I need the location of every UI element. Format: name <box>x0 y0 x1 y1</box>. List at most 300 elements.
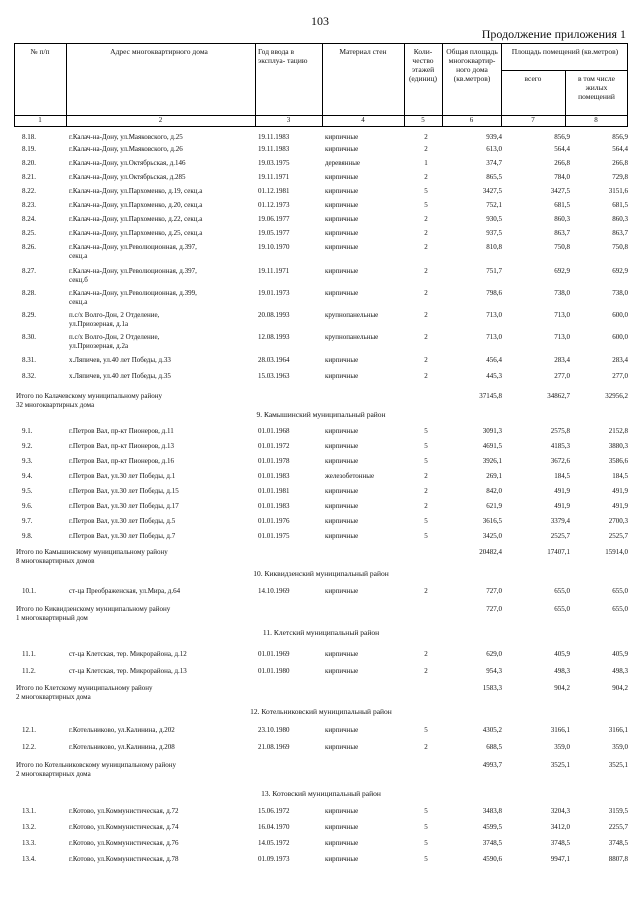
cell-year: 01.01.1976 <box>258 517 290 525</box>
cell-floors: 5 <box>424 807 428 815</box>
cell-wall-material: кирпичные <box>325 267 359 275</box>
cell-year: 01.12.1981 <box>258 187 290 195</box>
cell-row-number: 8.21. <box>22 173 36 181</box>
cell-area-all: 3204,3 <box>550 807 570 815</box>
cell-address: г.Котельниково, ул.Калинина, д.202 <box>69 726 175 734</box>
cell-area-living: 491,9 <box>612 502 628 510</box>
cell-area-living: 8807,8 <box>608 855 628 863</box>
cell-area-all: 277,0 <box>554 372 570 380</box>
cell-address: г.Калач-на-Дону, ул.Революционная, д.397, <box>69 243 197 251</box>
col-number: 7 <box>531 116 535 124</box>
cell-area-all: 692,9 <box>554 267 570 275</box>
cell-year: 01.12.1973 <box>258 201 290 209</box>
cell-row-number: 9.2. <box>22 442 33 450</box>
cell-area-living: 3586,6 <box>608 457 628 465</box>
cell-area-living: 283,4 <box>612 356 628 364</box>
cell-address: х.Ляпичев, ул.40 лет Победы, д.35 <box>69 372 171 380</box>
cell-address: ст-ца Преображенская, ул.Мира, д.64 <box>69 587 181 595</box>
cell-year: 01.01.1975 <box>258 532 290 540</box>
cell-wall-material: кирпичные <box>325 145 359 153</box>
cell-area-living: 655,0 <box>612 587 628 595</box>
cell-year: 14.10.1969 <box>258 587 290 595</box>
cell-total-area: 3483,8 <box>482 807 502 815</box>
cell-area-living: 277,0 <box>612 372 628 380</box>
cell-row-number: 8.25. <box>22 229 36 237</box>
cell-address: секц.б <box>69 276 88 284</box>
cell-area-all: 655,0 <box>554 605 570 613</box>
cell-year: 19.11.1983 <box>258 145 290 153</box>
cell-row-number: 9.6. <box>22 502 33 510</box>
cell-floors: 2 <box>424 229 428 237</box>
cell-area-all: 713,0 <box>554 333 570 341</box>
cell-area-living: 738,0 <box>612 289 628 297</box>
cell-area-living: 750,8 <box>612 243 628 251</box>
cell-area-living: 681,5 <box>612 201 628 209</box>
cell-area-living: 856,9 <box>612 133 628 141</box>
cell-floors: 1 <box>424 159 428 167</box>
cell-address: 8 многоквартирных домов <box>16 557 95 565</box>
cell-total-area: 713,0 <box>486 333 502 341</box>
cell-floors: 2 <box>424 743 428 751</box>
cell-wall-material: кирпичные <box>325 457 359 465</box>
cell-total-area: 842,0 <box>486 487 502 495</box>
section-heading: 9. Камышинский муниципальный район <box>256 410 386 419</box>
cell-year: 01.01.1981 <box>258 487 290 495</box>
cell-year: 14.05.1972 <box>258 839 290 847</box>
cell-floors: 2 <box>424 372 428 380</box>
cell-area-living: 692,9 <box>612 267 628 275</box>
cell-wall-material: кирпичные <box>325 487 359 495</box>
cell-area-all: 34862,7 <box>547 392 570 400</box>
cell-area-living: 15914,0 <box>605 548 628 556</box>
cell-row-number: 8.27. <box>22 267 36 275</box>
cell-year: 19.05.1977 <box>258 229 290 237</box>
cell-floors: 2 <box>424 215 428 223</box>
cell-total-area: 3091,3 <box>482 427 502 435</box>
cell-row-number: 9.7. <box>22 517 33 525</box>
cell-address: г.Петров Вал, ул.30 лет Победы, д.5 <box>69 517 176 525</box>
cell-year: 01.01.1983 <box>258 502 290 510</box>
cell-year: 19.06.1977 <box>258 215 290 223</box>
cell-wall-material: кирпичные <box>325 502 359 510</box>
cell-area-all: 498,3 <box>554 667 570 675</box>
cell-floors: 5 <box>424 442 428 450</box>
cell-total-area: 713,0 <box>486 311 502 319</box>
cell-address: Итого по Клетскому муниципальному району <box>16 684 153 692</box>
cell-area-all: 3748,5 <box>550 839 570 847</box>
cell-area-all: 904,2 <box>554 684 570 692</box>
cell-wall-material: кирпичные <box>325 133 359 141</box>
section-heading: 11. Клетский муниципальный район <box>262 628 380 637</box>
cell-area-living: 3748,5 <box>608 839 628 847</box>
section-heading: 10. Киквидзенский муниципальный район <box>253 569 389 578</box>
cell-area-all: 405,9 <box>554 650 570 658</box>
cell-area-living: 491,9 <box>612 487 628 495</box>
cell-address: г.Котово, ул.Коммунистическая, д.74 <box>69 823 179 831</box>
cell-year: 01.01.1980 <box>258 667 290 675</box>
cell-area-living: 860,3 <box>612 215 628 223</box>
cell-area-all: 3427,5 <box>550 187 570 195</box>
cell-floors: 5 <box>424 839 428 847</box>
cell-area-all: 856,9 <box>554 133 570 141</box>
cell-total-area: 445,3 <box>486 372 502 380</box>
cell-address: г.Калач-на-Дону, ул.Пархоменко, д.22, секц.а <box>69 215 203 223</box>
cell-area-all: 655,0 <box>554 587 570 595</box>
cell-area-all: 3525,1 <box>550 761 570 769</box>
section-heading: 12. Котельниковский муниципальный район <box>250 707 392 716</box>
cell-area-living: 32956,2 <box>605 392 628 400</box>
col-number: 4 <box>361 116 365 124</box>
cell-area-living: 184,5 <box>612 472 628 480</box>
cell-row-number: 8.18. <box>22 133 36 141</box>
cell-wall-material: кирпичные <box>325 587 359 595</box>
cell-address: Итого по Калачевскому муниципальному району <box>16 392 163 400</box>
cell-address: г.Калач-на-Дону, ул.Революционная, д.397, <box>69 267 197 275</box>
cell-year: 19.11.1971 <box>258 267 290 275</box>
cell-area-all: 4185,3 <box>550 442 570 450</box>
cell-area-living: 3166,1 <box>608 726 628 734</box>
cell-address: г.Петров Вал, ул.30 лет Победы, д.7 <box>69 532 176 540</box>
cell-address: г.Калач-на-Дону, ул.Маяковского, д.25 <box>69 133 183 141</box>
cell-address: 1 многоквартирный дом <box>16 614 88 622</box>
cell-address: секц.а <box>69 252 88 260</box>
header-material: Материал стен <box>339 47 387 56</box>
cell-year: 19.03.1975 <box>258 159 290 167</box>
col-number: 6 <box>469 116 474 124</box>
cell-address: г.Петров Вал, пр-кт Пионеров, д.11 <box>69 427 174 435</box>
cell-address: г.Котово, ул.Коммунистическая, д.76 <box>69 839 179 847</box>
cell-area-all: 3412,0 <box>550 823 570 831</box>
cell-row-number: 13.4. <box>22 855 36 863</box>
cell-address: 2 многоквартирных дома <box>16 770 91 778</box>
cell-total-area: 4305,2 <box>482 726 502 734</box>
cell-row-number: 8.23. <box>22 201 36 209</box>
cell-area-living: 2525,7 <box>608 532 628 540</box>
cell-wall-material: кирпичные <box>325 243 359 251</box>
header-year: Год ввода в эксплуа- тацию <box>258 47 308 65</box>
cell-total-area: 3748,5 <box>482 839 502 847</box>
cell-total-area: 727,0 <box>486 605 502 613</box>
cell-year: 15.03.1963 <box>258 372 290 380</box>
cell-year: 01.09.1973 <box>258 855 290 863</box>
cell-wall-material: кирпичные <box>325 839 359 847</box>
cell-floors: 5 <box>424 427 428 435</box>
cell-total-area: 20482,4 <box>479 548 502 556</box>
cell-year: 01.01.1968 <box>258 427 290 435</box>
cell-address: ст-ца Клетская, тер. Микрорайона, д.12 <box>69 650 187 658</box>
cell-row-number: 8.26. <box>22 243 36 251</box>
cell-year: 21.08.1969 <box>258 743 290 751</box>
cell-floors: 2 <box>424 650 428 658</box>
cell-total-area: 3926,1 <box>482 457 502 465</box>
cell-area-all: 3379,4 <box>550 517 570 525</box>
cell-total-area: 4599,5 <box>482 823 502 831</box>
cell-area-living: 863,7 <box>612 229 628 237</box>
cell-area-all: 564,4 <box>554 145 570 153</box>
cell-wall-material: железобетонные <box>325 472 375 480</box>
header-floors: Коли- чество этажей (единиц) <box>408 47 438 83</box>
cell-row-number: 11.2. <box>22 667 36 675</box>
cell-total-area: 798,6 <box>486 289 502 297</box>
cell-area-living: 3525,1 <box>608 761 628 769</box>
cell-year: 01.01.1972 <box>258 442 290 450</box>
cell-row-number: 11.1. <box>22 650 36 658</box>
cell-year: 01.01.1969 <box>258 650 290 658</box>
cell-floors: 2 <box>424 333 428 341</box>
cell-year: 28.03.1964 <box>258 356 290 364</box>
cell-total-area: 751,7 <box>486 267 502 275</box>
col-number: 8 <box>594 116 598 124</box>
cell-area-all: 9947,1 <box>550 855 570 863</box>
cell-wall-material: кирпичные <box>325 726 359 734</box>
cell-floors: 5 <box>424 201 428 209</box>
cell-wall-material: кирпичные <box>325 532 359 540</box>
cell-total-area: 727,0 <box>486 587 502 595</box>
continuation-label: Продолжение приложения 1 <box>481 27 626 41</box>
cell-wall-material: деревянные <box>325 159 361 167</box>
cell-total-area: 269,1 <box>486 472 502 480</box>
cell-area-living: 2700,3 <box>608 517 628 525</box>
cell-area-all: 738,0 <box>554 289 570 297</box>
cell-wall-material: кирпичные <box>325 201 359 209</box>
cell-address: 2 многоквартирных дома <box>16 693 91 701</box>
cell-total-area: 3616,5 <box>482 517 502 525</box>
cell-address: ул.Приозерная, д.1а <box>69 320 129 328</box>
cell-address: г.Калач-на-Дону, ул.Октябрьская, д.285 <box>69 173 186 181</box>
cell-year: 19.11.1983 <box>258 133 290 141</box>
cell-floors: 5 <box>424 187 428 195</box>
cell-row-number: 13.3. <box>22 839 36 847</box>
cell-year: 15.06.1972 <box>258 807 290 815</box>
cell-row-number: 13.2. <box>22 823 36 831</box>
cell-wall-material: кирпичные <box>325 667 359 675</box>
cell-address: г.Калач-на-Дону, ул.Революционная, д.399, <box>69 289 197 297</box>
cell-floors: 2 <box>424 267 428 275</box>
cell-row-number: 9.8. <box>22 532 33 540</box>
cell-address: Итого по Киквидзенскому муниципальному району <box>16 605 171 613</box>
cell-total-area: 810,8 <box>486 243 502 251</box>
cell-total-area: 374,7 <box>486 159 502 167</box>
cell-wall-material: кирпичные <box>325 650 359 658</box>
cell-address: Итого по Камышинскому муниципальному району <box>16 548 168 556</box>
cell-row-number: 8.24. <box>22 215 36 223</box>
cell-area-living: 655,0 <box>612 605 628 613</box>
cell-area-living: 266,8 <box>612 159 628 167</box>
cell-area-living: 600,0 <box>612 311 628 319</box>
cell-total-area: 4691,5 <box>482 442 502 450</box>
header-address: Адрес многоквартирного дома <box>110 47 208 56</box>
cell-total-area: 1583,3 <box>482 684 502 692</box>
cell-area-living: 564,4 <box>612 145 628 153</box>
cell-wall-material: кирпичные <box>325 855 359 863</box>
cell-floors: 2 <box>424 133 428 141</box>
cell-address: г.Калач-на-Дону, ул.Октябрьская, д.146 <box>69 159 186 167</box>
cell-row-number: 9.5. <box>22 487 33 495</box>
cell-area-all: 283,4 <box>554 356 570 364</box>
cell-row-number: 8.22. <box>22 187 36 195</box>
cell-area-living: 498,3 <box>612 667 628 675</box>
header-all: всего <box>524 74 542 83</box>
header-num: № п/п <box>30 47 50 56</box>
header-total-area: Общая площадь многоквартир- ного дома (кв.метров) <box>446 47 498 83</box>
header-premises: Площадь помещений (кв.метров) <box>511 47 619 56</box>
cell-wall-material: кирпичные <box>325 187 359 195</box>
cell-area-all: 681,5 <box>554 201 570 209</box>
cell-area-all: 3166,1 <box>550 726 570 734</box>
cell-area-all: 2575,8 <box>550 427 570 435</box>
cell-address: г.Калач-на-Дону, ул.Пархоменко, д.20, секц.а <box>69 201 203 209</box>
cell-address: г.Петров Вал, ул.30 лет Победы, д.17 <box>69 502 179 510</box>
cell-area-all: 784,0 <box>554 173 570 181</box>
cell-address: г.Калач-на-Дону, ул.Пархоменко, д.25, секц.а <box>69 229 203 237</box>
cell-wall-material: кирпичные <box>325 823 359 831</box>
cell-floors: 2 <box>424 311 428 319</box>
cell-total-area: 954,3 <box>486 667 502 675</box>
cell-floors: 5 <box>424 855 428 863</box>
cell-total-area: 4993,7 <box>482 761 502 769</box>
cell-row-number: 8.30. <box>22 333 36 341</box>
cell-year: 19.10.1970 <box>258 243 290 251</box>
cell-floors: 2 <box>424 145 428 153</box>
cell-wall-material: кирпичные <box>325 372 359 380</box>
cell-area-all: 863,7 <box>554 229 570 237</box>
col-number: 3 <box>286 116 291 124</box>
cell-floors: 5 <box>424 823 428 831</box>
cell-year: 20.08.1993 <box>258 311 290 319</box>
cell-total-area: 865,5 <box>486 173 502 181</box>
cell-area-living: 2152,8 <box>608 427 628 435</box>
cell-address: 32 многоквартирных дома <box>16 401 95 409</box>
col-number: 1 <box>38 116 42 124</box>
col-number: 5 <box>421 116 425 124</box>
cell-row-number: 8.28. <box>22 289 36 297</box>
cell-address: г.Петров Вал, ул.30 лет Победы, д.15 <box>69 487 179 495</box>
cell-area-all: 3672,6 <box>550 457 570 465</box>
cell-address: г.Калач-на-Дону, ул.Пархоменко, д.19, секц.а <box>69 187 203 195</box>
cell-address: г.Петров Вал, пр-кт Пионеров, д.16 <box>69 457 174 465</box>
cell-address: секц.а <box>69 298 88 306</box>
cell-address: г.Котово, ул.Коммунистическая, д.78 <box>69 855 179 863</box>
cell-total-area: 621,9 <box>486 502 502 510</box>
cell-year: 19.01.1973 <box>258 289 290 297</box>
cell-row-number: 13.1. <box>22 807 36 815</box>
cell-address: х.Ляпичев, ул.40 лет Победы, д.33 <box>69 356 171 364</box>
cell-area-living: 3159,5 <box>608 807 628 815</box>
cell-year: 01.01.1978 <box>258 457 290 465</box>
cell-total-area: 3425,0 <box>482 532 502 540</box>
cell-address: г.Котово, ул.Коммунистическая, д.72 <box>69 807 179 815</box>
cell-row-number: 8.19. <box>22 145 36 153</box>
cell-floors: 2 <box>424 243 428 251</box>
cell-area-living: 904,2 <box>612 684 628 692</box>
cell-address: Итого по Котельниковскому муниципальному району <box>16 761 176 769</box>
cell-total-area: 629,0 <box>486 650 502 658</box>
cell-wall-material: кирпичные <box>325 173 359 181</box>
cell-area-living: 3151,6 <box>608 187 628 195</box>
cell-address: п.с/х Волго-Дон, 2 Отделение, <box>69 311 160 319</box>
cell-area-living: 3880,3 <box>608 442 628 450</box>
cell-total-area: 930,5 <box>486 215 502 223</box>
cell-floors: 2 <box>424 667 428 675</box>
cell-floors: 2 <box>424 472 428 480</box>
cell-area-living: 729,8 <box>612 173 628 181</box>
cell-wall-material: крупнопанельные <box>325 311 379 319</box>
cell-row-number: 8.31. <box>22 356 36 364</box>
cell-row-number: 8.29. <box>22 311 36 319</box>
cell-floors: 5 <box>424 457 428 465</box>
cell-floors: 2 <box>424 289 428 297</box>
cell-wall-material: крупнопанельные <box>325 333 379 341</box>
cell-address: г.Котельниково, ул.Калинина, д.208 <box>69 743 175 751</box>
cell-wall-material: кирпичные <box>325 517 359 525</box>
cell-total-area: 752,1 <box>486 201 502 209</box>
cell-area-all: 359,0 <box>554 743 570 751</box>
table-header <box>14 43 628 127</box>
cell-total-area: 4590,6 <box>482 855 502 863</box>
cell-wall-material: кирпичные <box>325 289 359 297</box>
cell-year: 23.10.1980 <box>258 726 290 734</box>
header-living: в том числе жилых помещений <box>577 74 615 101</box>
cell-address: г.Калач-на-Дону, ул.Маяковского, д.26 <box>69 145 183 153</box>
cell-area-all: 860,3 <box>554 215 570 223</box>
cell-area-living: 2255,7 <box>608 823 628 831</box>
cell-area-living: 600,0 <box>612 333 628 341</box>
cell-total-area: 688,5 <box>486 743 502 751</box>
cell-floors: 5 <box>424 517 428 525</box>
section-heading: 13. Котовский муниципальный район <box>261 789 381 798</box>
cell-row-number: 9.4. <box>22 472 33 480</box>
cell-floors: 5 <box>424 532 428 540</box>
cell-address: ул.Приозерная, д.2а <box>69 342 129 350</box>
page-number: 103 <box>311 14 329 28</box>
cell-floors: 2 <box>424 502 428 510</box>
cell-address: г.Петров Вал, пр-кт Пионеров, д.13 <box>69 442 174 450</box>
cell-total-area: 3427,5 <box>482 187 502 195</box>
cell-address: ст-ца Клетская, тер. Микрорайона, д.13 <box>69 667 187 675</box>
cell-total-area: 939,4 <box>486 133 502 141</box>
cell-area-all: 184,5 <box>554 472 570 480</box>
cell-area-all: 491,9 <box>554 487 570 495</box>
cell-row-number: 9.3. <box>22 457 33 465</box>
cell-wall-material: кирпичные <box>325 427 359 435</box>
cell-area-all: 491,9 <box>554 502 570 510</box>
cell-wall-material: кирпичные <box>325 229 359 237</box>
cell-area-living: 359,0 <box>612 743 628 751</box>
cell-address: г.Петров Вал, ул.30 лет Победы, д.1 <box>69 472 176 480</box>
cell-row-number: 8.20. <box>22 159 36 167</box>
cell-area-all: 713,0 <box>554 311 570 319</box>
cell-area-all: 17407,1 <box>547 548 570 556</box>
cell-wall-material: кирпичные <box>325 442 359 450</box>
cell-area-living: 405,9 <box>612 650 628 658</box>
cell-total-area: 37145,8 <box>479 392 502 400</box>
cell-floors: 2 <box>424 487 428 495</box>
cell-year: 01.01.1983 <box>258 472 290 480</box>
cell-wall-material: кирпичные <box>325 743 359 751</box>
cell-row-number: 12.2. <box>22 743 36 751</box>
cell-year: 16.04.1970 <box>258 823 290 831</box>
cell-row-number: 10.1. <box>22 587 36 595</box>
cell-area-all: 750,8 <box>554 243 570 251</box>
cell-floors: 2 <box>424 356 428 364</box>
cell-wall-material: кирпичные <box>325 215 359 223</box>
cell-row-number: 12.1. <box>22 726 36 734</box>
cell-wall-material: кирпичные <box>325 807 359 815</box>
cell-total-area: 937,5 <box>486 229 502 237</box>
cell-year: 12.08.1993 <box>258 333 290 341</box>
cell-floors: 2 <box>424 173 428 181</box>
cell-row-number: 8.32. <box>22 372 36 380</box>
